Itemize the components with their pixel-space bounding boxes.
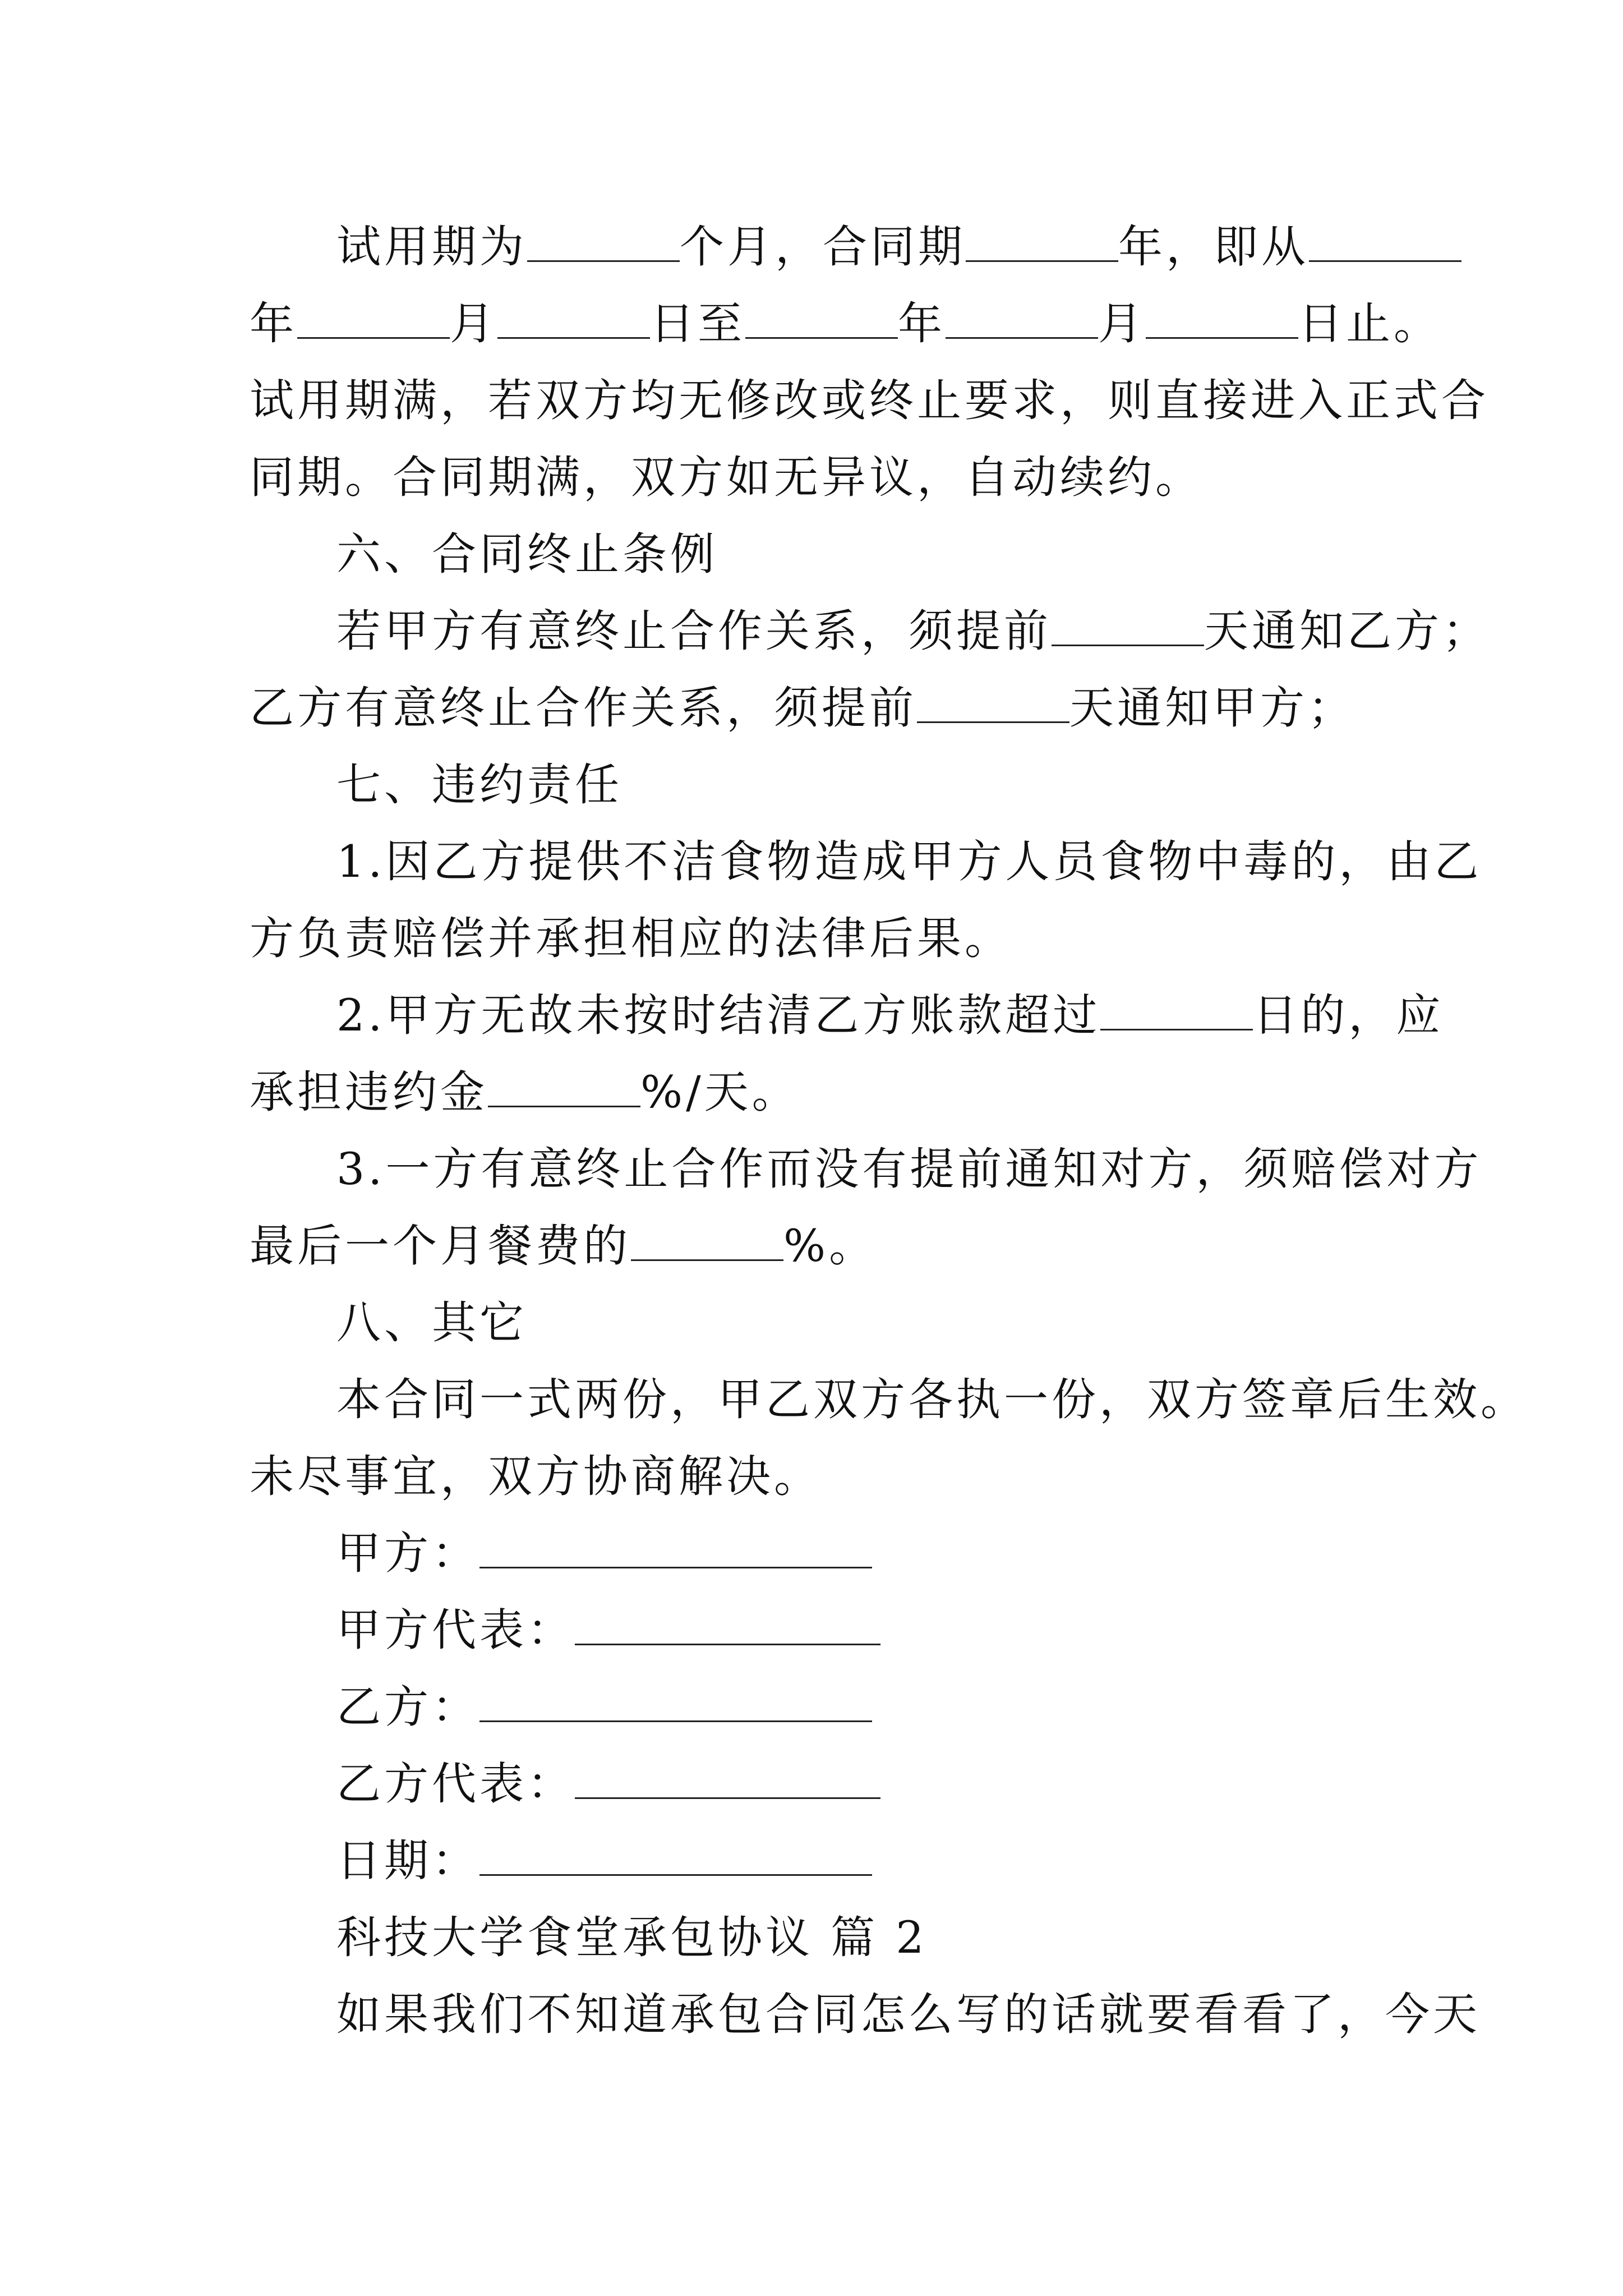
label: 日期： (336, 1835, 479, 1887)
label: 乙方： (336, 1681, 479, 1733)
paragraph-line (250, 670, 1388, 747)
article-title: 科技大学食堂承包协议 篇 2 (336, 1912, 928, 1963)
blank-field[interactable] (966, 226, 1118, 262)
blank-field[interactable] (946, 302, 1098, 339)
paragraph-line: 如果我们不知道承包合同怎么写的话就要看看了，今天 (336, 1989, 1481, 2040)
text: 若甲方有意终止合作关系，须提前 (336, 605, 1052, 657)
label: 乙方代表： (336, 1758, 575, 1810)
document-body (250, 209, 1528, 2053)
text: 2.甲方无故未按时结清乙方账款超过 (336, 990, 1101, 1041)
party-b-field[interactable] (479, 1686, 872, 1722)
blank-field[interactable] (297, 302, 450, 339)
blank-field[interactable] (917, 687, 1069, 723)
paragraph-line: 3.一方有意终止合作而没有提前通知对方，须赔偿对方 (336, 1143, 1482, 1195)
text: 试用期为 (336, 221, 527, 273)
label: 甲方： (336, 1527, 479, 1579)
text: 年，即从 (1118, 221, 1309, 273)
paragraph-line: 1.因乙方提供不洁食物造成甲方人员食物中毒的，由乙 (336, 836, 1482, 887)
signature-line-party-b-rep (250, 1746, 1388, 1823)
paragraph-line: 方负责赔偿并承担相应的法律后果。 (250, 913, 1012, 964)
signature-line-date (250, 1823, 1388, 1899)
section-heading: 六、合同终止条例 (336, 528, 718, 580)
blank-field[interactable] (745, 302, 898, 339)
section-heading: 八、其它 (336, 1297, 527, 1349)
text: 年 (898, 298, 946, 349)
text: %。 (783, 1220, 877, 1272)
text: 月 (1098, 298, 1146, 349)
text: 承担违约金 (250, 1066, 488, 1118)
blank-field[interactable] (1052, 610, 1204, 646)
blank-field[interactable] (1309, 226, 1461, 262)
paragraph-line (250, 593, 1490, 670)
text: 最后一个月餐费的 (250, 1220, 631, 1272)
text: 日至 (650, 298, 745, 349)
party-a-field[interactable] (479, 1532, 872, 1568)
text: 年 (250, 298, 297, 349)
text: 天通知乙方； (1204, 605, 1490, 657)
text: 日止。 (1298, 298, 1441, 349)
signature-line-party-b (250, 1669, 1388, 1746)
blank-field[interactable] (488, 1071, 640, 1107)
paragraph-line (250, 977, 1444, 1054)
paragraph-line: 同期。合同期满，双方如无异议，自动续约。 (250, 452, 1203, 503)
paragraph-line: 未尽事宜，双方协商解决。 (250, 1451, 822, 1502)
text: 月 (450, 298, 497, 349)
blank-field[interactable] (497, 302, 650, 339)
signature-line-party-a-rep (250, 1592, 1388, 1669)
paragraph-line: 本合同一式两份，甲乙双方各执一份，双方签章后生效。 (336, 1374, 1528, 1425)
label: 甲方代表： (336, 1604, 575, 1656)
blank-field[interactable] (1146, 302, 1298, 339)
blank-field[interactable] (1100, 994, 1253, 1030)
text: 天通知甲方； (1069, 682, 1355, 734)
signature-line-party-a (250, 1515, 1388, 1592)
text: %/天。 (640, 1066, 800, 1118)
paragraph-line (250, 1054, 1388, 1131)
blank-field[interactable] (631, 1225, 783, 1261)
party-b-rep-field[interactable] (575, 1763, 880, 1799)
section-heading: 七、违约责任 (336, 759, 623, 811)
blank-field[interactable] (527, 226, 680, 262)
paragraph-line (250, 1208, 1388, 1285)
paragraph-line: 试用期满，若双方均无修改或终止要求，则直接进入正式合 (250, 375, 1489, 426)
probation-line (250, 209, 1388, 286)
text: 乙方有意终止合作关系，须提前 (250, 682, 917, 734)
party-a-rep-field[interactable] (575, 1609, 880, 1645)
date-range-line (250, 286, 1441, 362)
text: 日的，应 (1253, 990, 1444, 1041)
text: 个月，合同期 (680, 221, 966, 273)
date-field[interactable] (479, 1839, 872, 1876)
